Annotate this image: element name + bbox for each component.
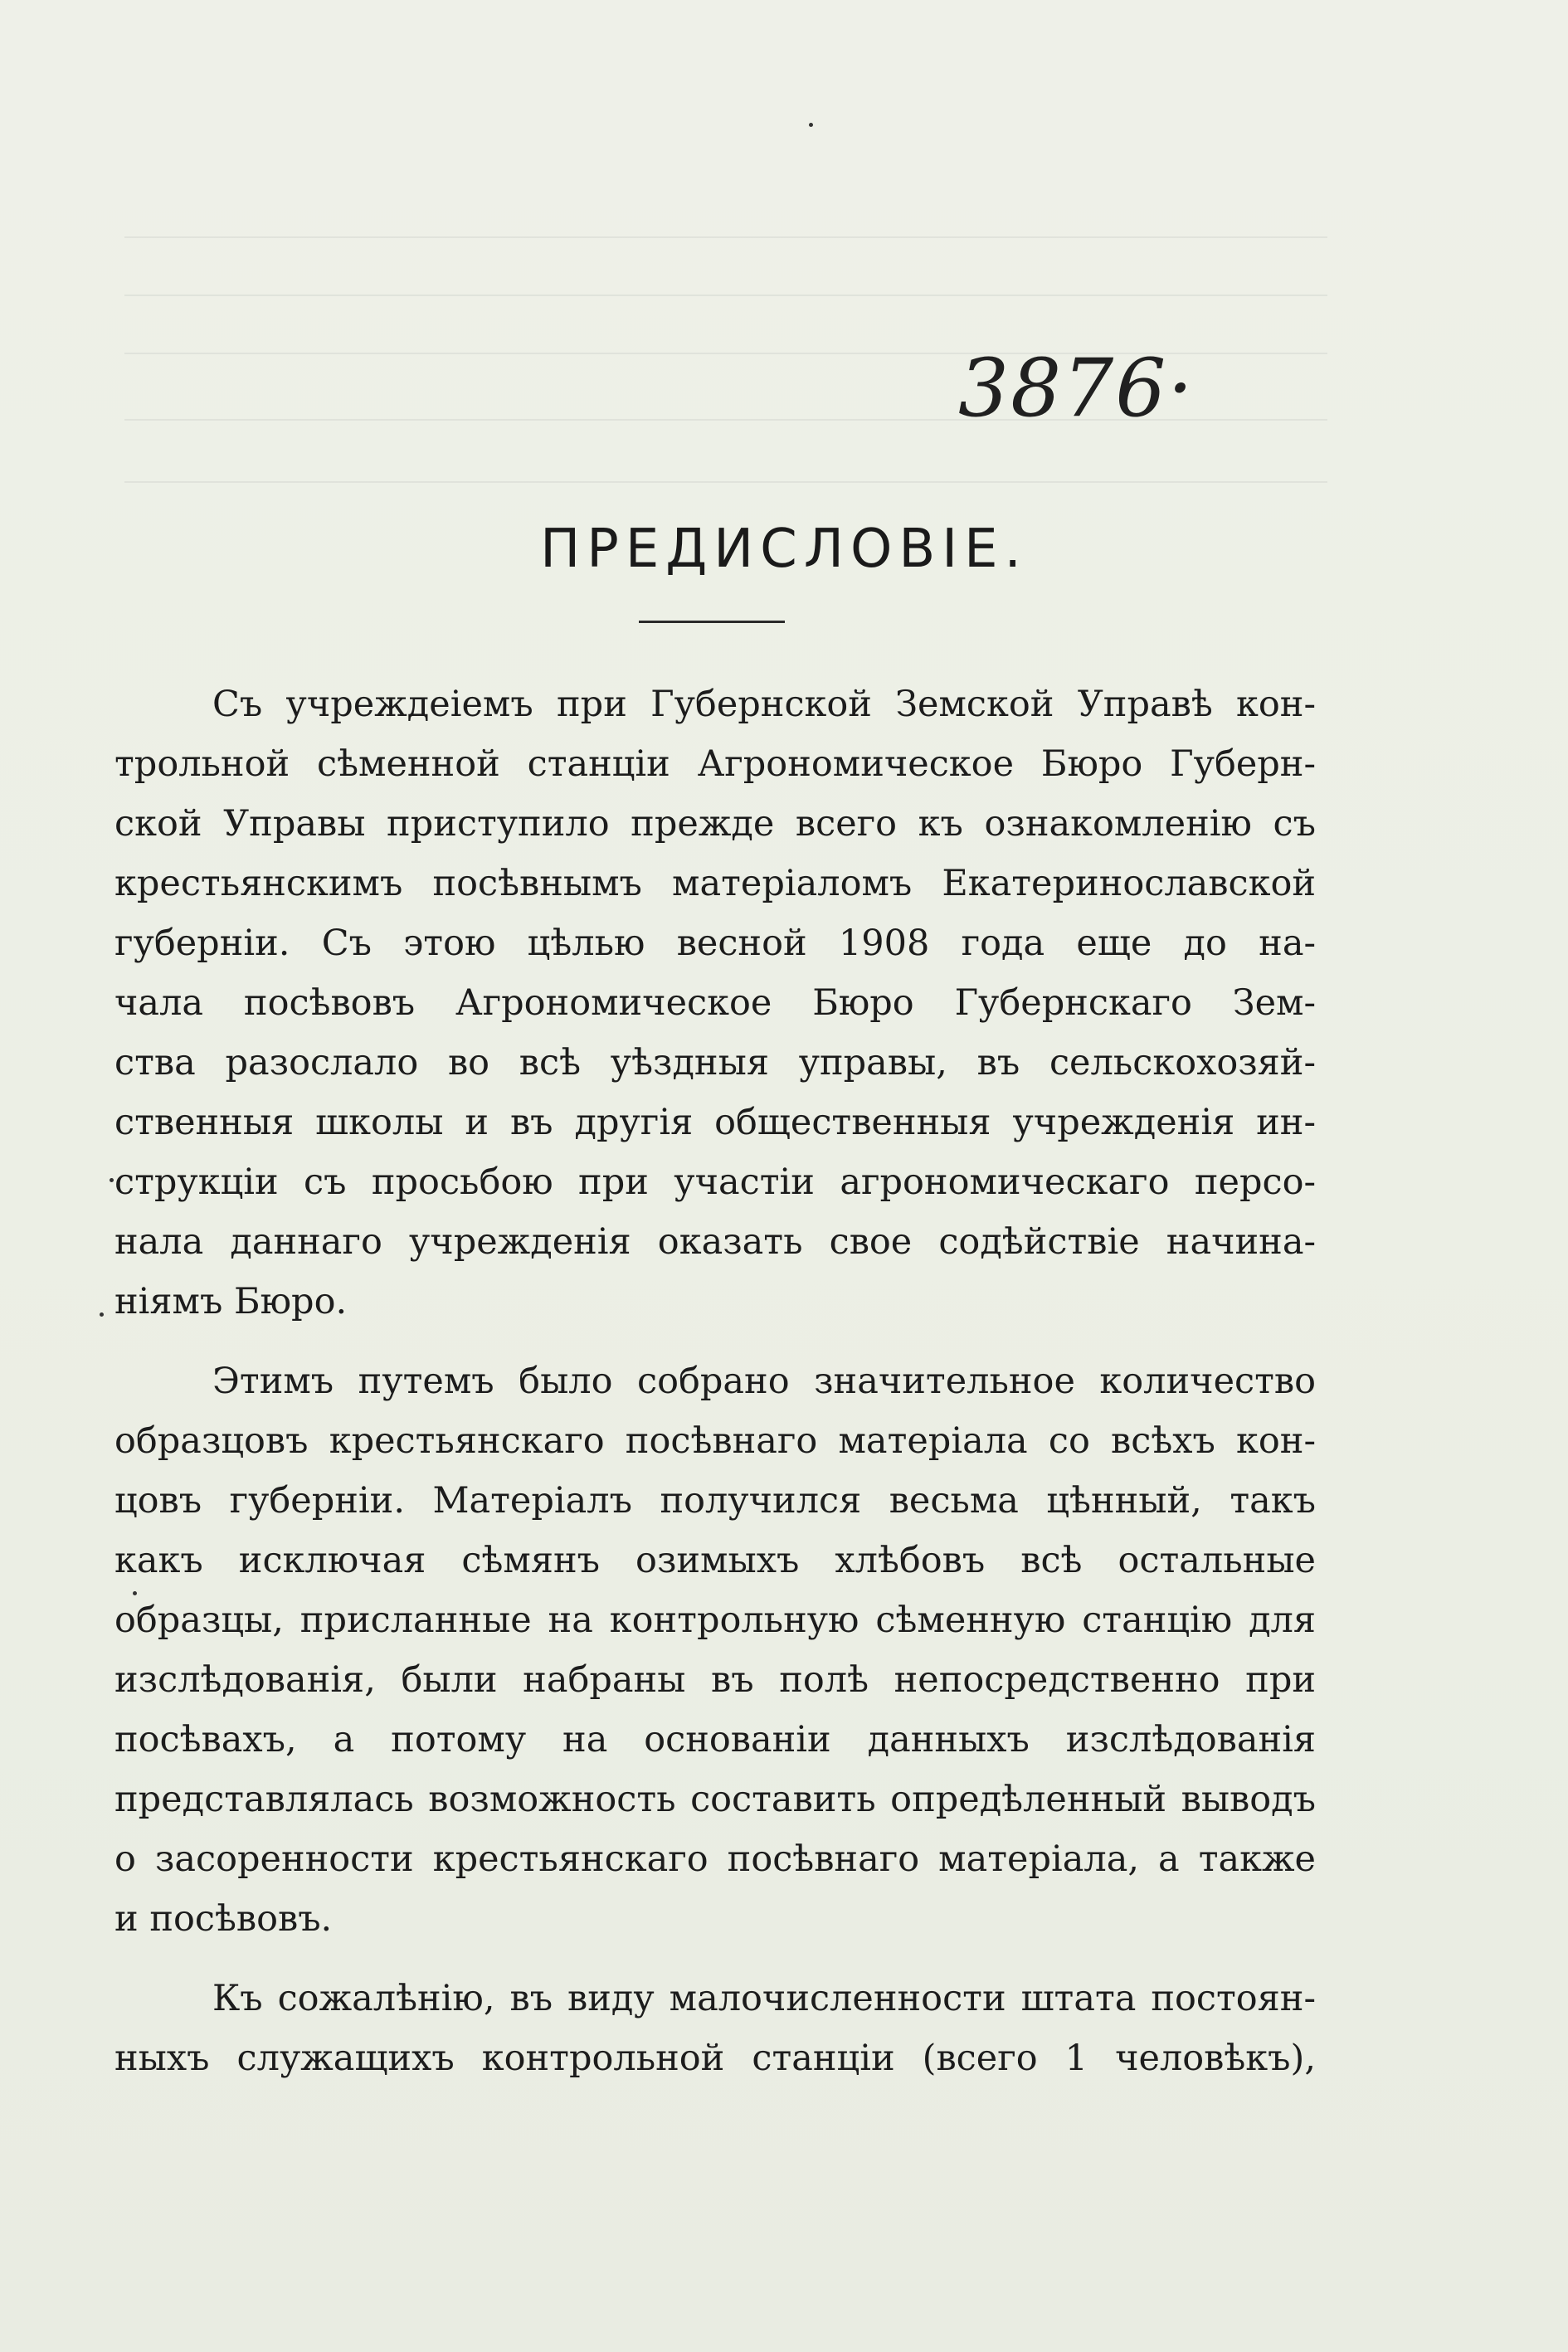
text-line: ніямъ Бюро.	[114, 1281, 348, 1322]
text-line: Этимъ путемъ было собрано значительное количество	[212, 1361, 1316, 1402]
text-line: струкціи съ просьбою при участіи агрономическаго персо-	[114, 1161, 1316, 1203]
text-line: посѣвахъ, а потому на основаніи данныхъ изслѣдованія	[114, 1719, 1316, 1760]
text-line: ныхъ служащихъ контрольной станціи (всего 1 человѣкъ),	[114, 2038, 1316, 2079]
speck	[809, 123, 813, 127]
show-through-line	[124, 236, 1327, 238]
text-line: ства разослало во всѣ уѣздныя управы, въ сельскохозяй-	[114, 1042, 1316, 1083]
page-title: ПРЕДИСЛОВІЕ.	[540, 519, 1028, 580]
text-line: цовъ губерніи. Матеріалъ получился весьма цѣнный, такъ	[114, 1480, 1316, 1522]
show-through-line	[124, 481, 1327, 483]
text-line: изслѣдованія, были набраны въ полѣ непосредственно при	[114, 1659, 1316, 1701]
handwritten-catalog-number: 3876·	[958, 342, 1195, 435]
speck	[100, 1312, 104, 1317]
text-line: крестьянскимъ посѣвнымъ матеріаломъ Екатеринославской	[114, 863, 1316, 904]
text-line: трольной сѣменной станціи Агрономическое Бюро Губерн-	[114, 743, 1316, 785]
text-line: представлялась возможность составить опредѣленный выводъ	[114, 1779, 1316, 1820]
text-line: о засоренности крестьянскаго посѣвнаго матеріала, а также	[114, 1838, 1316, 1880]
text-line: какъ исключая сѣмянъ озимыхъ хлѣбовъ всѣ остальные	[114, 1540, 1316, 1581]
show-through-line	[124, 295, 1327, 296]
speck	[133, 1591, 137, 1595]
text-line: губерніи. Съ этою цѣлью весной 1908 года еще до на-	[114, 923, 1316, 964]
text-line: Съ учреждеіемъ при Губернской Земской Управѣ кон-	[212, 684, 1316, 725]
text-line: образцы, присланные на контрольную сѣменную станцію для	[114, 1600, 1316, 1641]
text-line: ственныя школы и въ другія общественныя учрежденія ин-	[114, 1102, 1316, 1143]
text-line: образцовъ крестьянскаго посѣвнаго матеріала со всѣхъ кон-	[114, 1420, 1316, 1462]
text-line: ской Управы приступило прежде всего къ ознакомленію съ	[114, 803, 1316, 845]
text-line: и посѣвовъ.	[114, 1898, 333, 1940]
text-line: чала посѣвовъ Агрономическое Бюро Губернскаго Зем-	[114, 982, 1316, 1024]
speck	[110, 1178, 114, 1182]
text-line: Къ сожалѣнію, въ виду малочисленности штата постоян-	[212, 1978, 1316, 2019]
title-underline	[639, 621, 785, 623]
text-line: нала даннаго учрежденія оказать свое содѣйствіе начина-	[114, 1221, 1316, 1263]
